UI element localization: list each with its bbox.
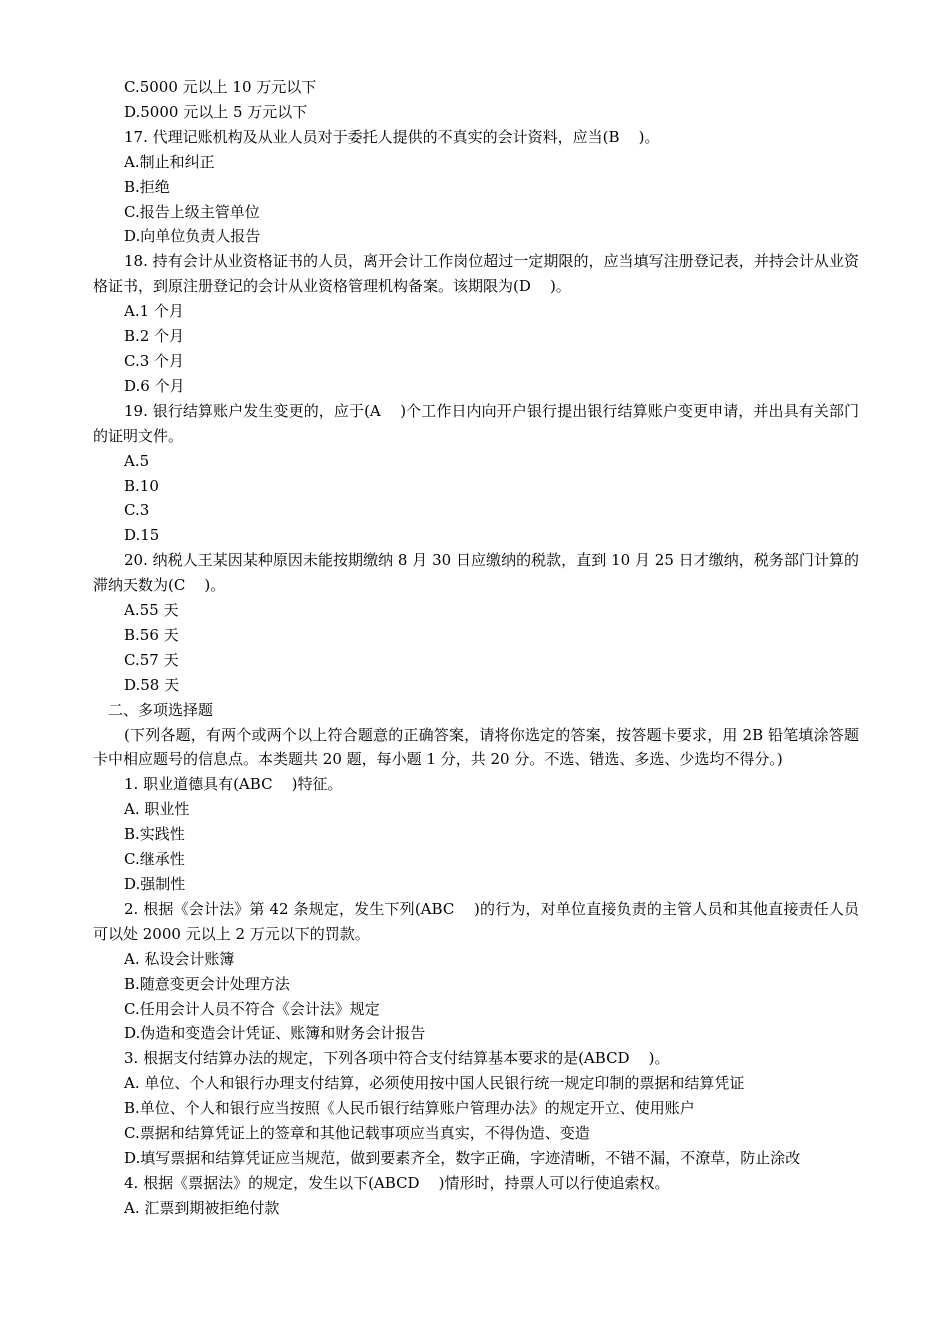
question-text: 17. 代理记账机构及从业人员对于委托人提供的不真实的会计资料，应当(B )。	[124, 127, 660, 146]
option-text: D.伪造和变造会计凭证、账簿和财务会计报告	[124, 1024, 426, 1043]
option-text: C.3	[124, 501, 150, 520]
option-text: A.1 个月	[124, 302, 184, 321]
option-text: C.报告上级主管单位	[124, 202, 260, 221]
question-text: 18. 持有会计从业资格证书的人员，离开会计工作岗位超过一定期限的，应当填写注册登记表，并持会计从业资格证书，到原注册登记的会计从业资格管理机构备案。该期限为(D )。	[93, 252, 859, 296]
question-text: 19. 银行结算账户发生变更的，应于(A )个工作日内向开户银行提出银行结算账户变更申请，并出具有关部门的证明文件。	[93, 401, 859, 445]
section-heading: 二、多项选择题	[108, 700, 214, 719]
question-text: (下列各题，有两个或两个以上符合题意的正确答案，请将你选定的答案，按答题卡要求，用 2B 铅笔填涂答题卡中相应题号的信息点。本类题共 20 题，每小题 1 分，共 20 分。不选、错选、多选、少选均不得分。)	[93, 725, 859, 769]
option-text: A. 单位、个人和银行办理支付结算，必须使用按中国人民银行统一规定印制的票据和结算凭证	[124, 1074, 745, 1093]
option-text: C.继承性	[124, 850, 185, 869]
option-text: A.制止和纠正	[124, 152, 215, 171]
question-text: 3. 根据支付结算办法的规定，下列各项中符合支付结算基本要求的是(ABCD )。	[124, 1049, 670, 1068]
option-text: B.10	[124, 476, 159, 495]
question-text: D.填写票据和结算凭证应当规范，做到要素齐全，数字正确，字迹清晰，不错不漏，不潦草，防止涂改	[124, 1148, 801, 1167]
option-text: D.强制性	[124, 875, 186, 893]
option-text: C.票据和结算凭证上的签章和其他记载事项应当真实，不得伪造、变造	[124, 1124, 590, 1143]
option-text: C.任用会计人员不符合《会计法》规定	[124, 999, 380, 1018]
option-text: B.2 个月	[124, 327, 185, 346]
option-text: D.58 天	[124, 675, 180, 694]
option-text: D.向单位负责人报告	[124, 227, 261, 246]
question-text: 1. 职业道德具有(ABC )特征。	[124, 775, 343, 794]
option-text: A. 职业性	[124, 800, 190, 819]
option-text: A.55 天	[124, 601, 179, 620]
option-text: A. 汇票到期被拒绝付款	[124, 1198, 280, 1217]
option-text: C.57 天	[124, 650, 179, 669]
question-text: 20. 纳税人王某因某种原因未能按期缴纳 8 月 30 日应缴纳的税款，直到 10 月 25 日才缴纳，税务部门计算的滞纳天数为(C )。	[93, 551, 859, 595]
question-text: 4. 根据《票据法》的规定，发生以下(ABCD )情形时，持票人可以行使追索权。	[124, 1173, 670, 1192]
option-text: A.5	[124, 451, 150, 470]
option-text: B.拒绝	[124, 177, 170, 196]
option-text: D.5000 元以上 5 万元以下	[124, 102, 308, 121]
option-text: A. 私设会计账簿	[124, 949, 235, 968]
question-text: 2. 根据《会计法》第 42 条规定，发生下列(ABC )的行为，对单位直接负责的主管人员和其他直接责任人员可以处 2000 元以上 2 万元以下的罚款。	[93, 899, 859, 943]
option-text: D.15	[124, 526, 160, 545]
option-text: B.单位、个人和银行应当按照《人民币银行结算账户管理办法》的规定开立、使用账户	[124, 1099, 695, 1118]
option-text: C.5000 元以上 10 万元以下	[124, 78, 317, 96]
option-text: B.随意变更会计处理方法	[124, 974, 290, 993]
option-text: B.实践性	[124, 825, 185, 844]
option-text: B.56 天	[124, 625, 179, 644]
option-text: D.6 个月	[124, 376, 185, 395]
option-text: C.3 个月	[124, 351, 185, 370]
document-body	[93, 75, 859, 1221]
